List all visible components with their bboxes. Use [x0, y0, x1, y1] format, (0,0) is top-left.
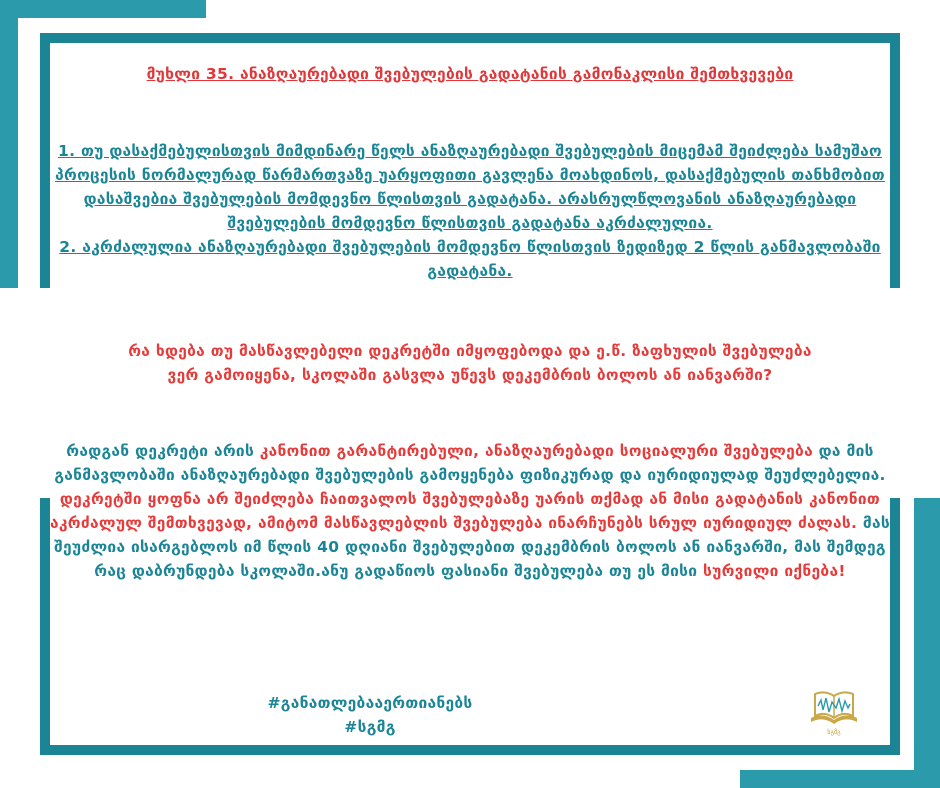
answer-part-2: კანონით გარანტირებული, ანაზღაურებადი სოციალური შვებულება — [259, 442, 813, 460]
article-item-2: 2. აკრძალულია ანაზღაურებადი შვებულების მომდევნო წლისთვის ზედიზედ 2 წლის განმავლობაში გადატანა. — [59, 238, 881, 280]
post-content — [50, 43, 890, 745]
answer-part-6: სურვილი იქნება! — [703, 562, 846, 580]
answer-part-4: დეკრეტში ყოფნა არ შეიძლება ჩაითვალოს შვებულებაზე უარის თქმად ან მისი გადატანის კანონით აკრძალულ შემთხვევად, ამიტომ მასწავლებლის შვებულება ინარჩუნებს სრულ იურიდიულ ძალას. — [50, 490, 881, 532]
frame-left-band-top — [0, 0, 18, 290]
article-item-1: 1. თუ დასაქმებულისთვის მიმდინარე წელს ანაზღაურებადი შვებულების მიცემამ შეიძლება სამუშაო პროცესის ნორმალურად წარმართვაზე უარყოფითი გავლენა მოახდინოს, დასაქმებულის თანხმობით დასაშვებია შვებულების მომდევნო წლისთვის გადატანა. არასრულწლოვანის ანაზღაურებადი შვებულების მომდევნო წლისთვის გადატანა აკრძალულია. — [55, 142, 885, 232]
answer-part-3: და მის განმავლობაში ანაზღაურებადი შვებულების გამოყენება ფიზიკურად და იურიდიულად შეუძლებელია. — [54, 442, 886, 484]
frame-gap-left — [0, 288, 52, 498]
hashtags — [0, 691, 790, 739]
article-text — [50, 139, 890, 283]
hashtag-1: #განათლებააერთიანებს — [267, 694, 473, 712]
logo-caption: სგმგ — [827, 729, 841, 736]
hashtag-2: #სგმგ — [344, 718, 396, 736]
frame-gap-right — [890, 288, 940, 498]
answer-text — [50, 439, 890, 583]
article-title: მუხლი 35. ანაზღაურებადი შვებულების გადატანის გამონაკლისი შემთხვევები — [146, 65, 794, 83]
union-logo — [805, 682, 863, 740]
frame-right-band — [914, 496, 940, 788]
frame-top-band — [0, 0, 206, 18]
answer-part-1: რადგან დეკრეტი არის — [66, 442, 260, 460]
answer-part-5: მას შეუძლია ისარგებლოს იმ წლის 40 დღიანი შვებულებით დეკემბრის ბოლოს ან იანვარში, მას შემდეგ რაც დაბრუნდება სკოლაში.ანუ გადაწიოს ფასიანი შვებულება თუ ეს მისი — [54, 514, 890, 580]
question-text: რა ხდება თუ მასწავლებელი დეკრეტში იმყოფებოდა და ე.წ. ზაფხულის შვებულება ვერ გამოიყენა, სკოლაში გასვლა უწევს დეკემბრის ბოლოს ან იანვარში? — [128, 342, 812, 384]
frame-bottom-band — [740, 770, 940, 788]
